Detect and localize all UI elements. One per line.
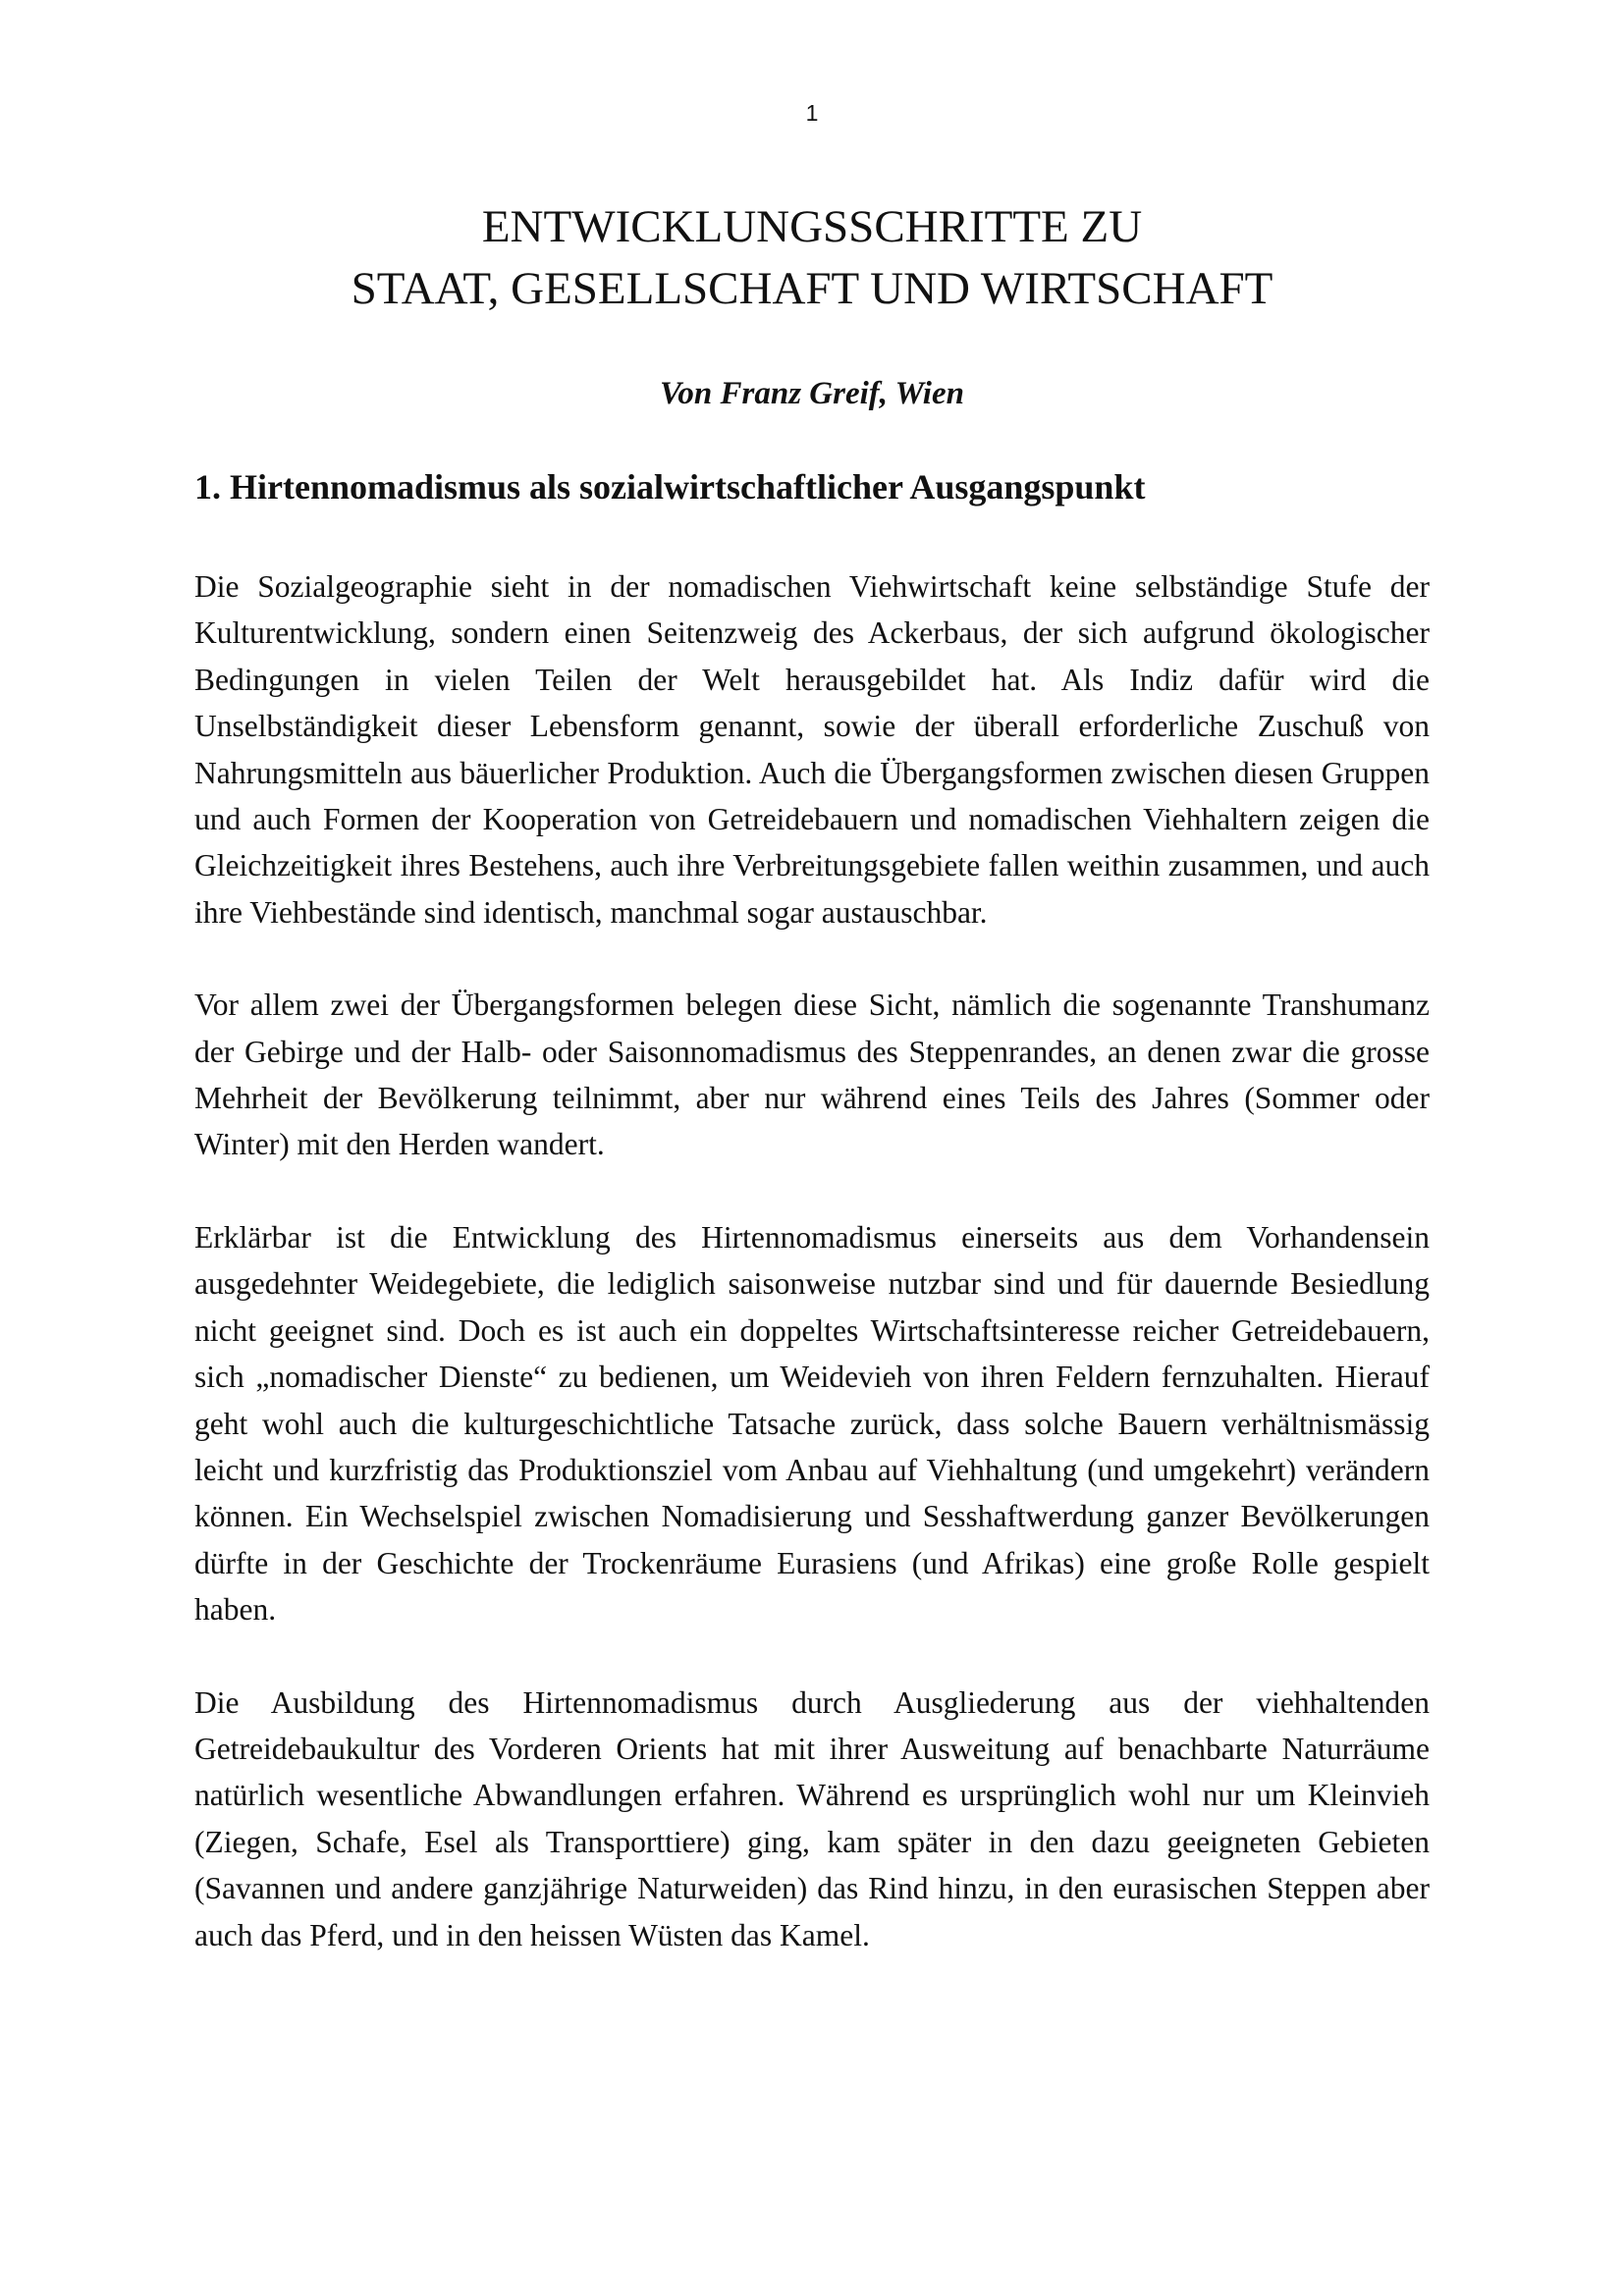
title-line-1: ENTWICKLUNGSSCHRITTE ZU — [481, 201, 1143, 252]
document-title — [0, 196, 1624, 320]
paragraph-1: Die Sozialgeographie sieht in der nomadischen Viehwirtschaft keine selbständige Stufe der Kulturentwicklung, sondern einen Seitenzweig des Ackerbaus, der sich aufgrund ökologischer Bedingungen in vielen Teilen der Welt herausgebildet hat. Als Indiz dafür wird die Unselbständigkeit dieser Lebensform genannt, sowie der überall erforderliche Zuschuß von Nahrungsmitteln aus bäuerlicher Produktion. Auch die Übergangsformen zwischen diesen Gruppen und auch Formen der Kooperation von Getreidebauern und nomadischen Viehhaltern zeigen die Gleichzeitigkeit ihres Bestehens, auch ihre Verbreitungsgebiete fallen weithin zusammen, und auch ihre Viehbestände sind identisch, manchmal sogar austauschbar. — [194, 569, 1430, 930]
body-text — [194, 563, 1430, 2004]
paragraph-4: Die Ausbildung des Hirtennomadismus durch Ausgliederung aus der viehhaltenden Getreidebaukultur des Vorderen Orients hat mit ihrer Ausweitung auf benachbarte Naturräume natürlich wesentliche Abwandlungen erfahren. Während es ursprünglich wohl nur um Kleinvieh (Ziegen, Schafe, Esel als Transporttiere) ging, kam später in den dazu geeigneten Gebieten (Savannen und andere ganzjährige Naturweiden) das Rind hinzu, in den eurasischen Steppen aber auch das Pferd, und in den heissen Wüsten das Kamel. — [194, 1684, 1430, 1952]
section-heading: 1. Hirtennomadismus als sozialwirtschaftlicher Ausgangspunkt — [194, 467, 1146, 507]
page-number: 1 — [805, 100, 819, 126]
title-line-2: STAAT, GESELLSCHAFT UND WIRTSCHAFT — [351, 263, 1273, 314]
paragraph-2: Vor allem zwei der Übergangsformen belegen diese Sicht, nämlich die sogenannte Transhumanz der Gebirge und der Halb- oder Saisonnomadismus des Steppenrandes, an denen zwar die grosse Mehrheit der Bevölkerung teilnimmt, aber nur während eines Teils des Jahres (Sommer oder Winter) mit den Herden wandert. — [194, 988, 1430, 1162]
paragraph-3: Erklärbar ist die Entwicklung des Hirtennomadismus einerseits aus dem Vorhandensein ausgedehnter Weidegebiete, die lediglich saisonweise nutzbar sind und für dauernde Besiedlung nicht geeignet sind. Doch es ist auch ein doppeltes Wirtschaftsinteresse reicher Getreidebauern, sich „nomadischer Dienste“ zu bedienen, um Weidevieh von ihren Feldern fernzuhalten. Hierauf geht wohl auch die kulturgeschichtliche Tatsache zurück, dass solche Bauern verhältnismässig leicht und kurzfristig das Produktionsziel vom Anbau auf Viehhaltung (und umgekehrt) verändern können. Ein Wechselspiel zwischen Nomadisierung und Sesshaftwerdung ganzer Bevölkerungen dürfte in der Geschichte der Trockenräume Eurasiens (und Afrikas) eine große Rolle gespielt haben. — [194, 1219, 1430, 1628]
author-line: Von Franz Greif, Wien — [660, 376, 964, 411]
